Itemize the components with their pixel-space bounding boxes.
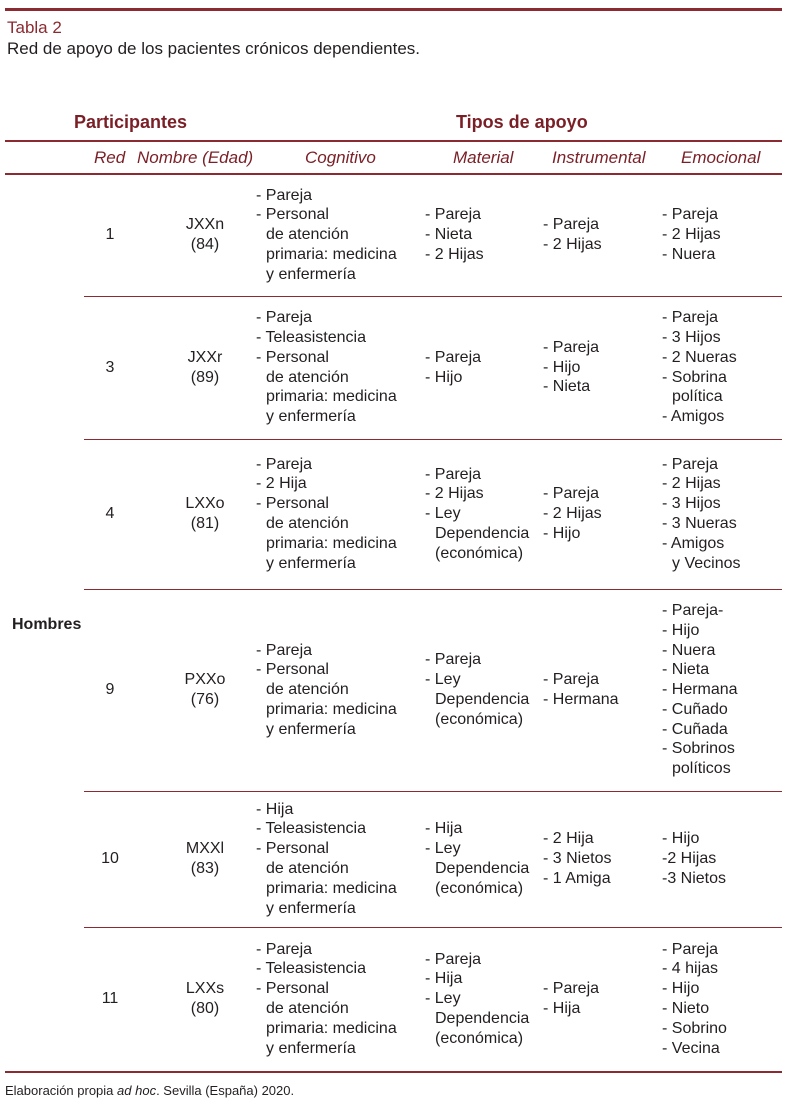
instrumental-list [543, 338, 599, 397]
cognitivo-list [256, 641, 397, 740]
emocional-list [662, 940, 727, 1059]
list-item: - Amigos y Vecinos [662, 534, 741, 572]
participant-age: (81) [190, 515, 220, 532]
list-item: - Personal de atención primaria: medicina y enfermería [256, 980, 397, 1057]
table-row [84, 296, 782, 439]
participant-age: (76) [190, 691, 220, 708]
list-item: - Pareja [425, 206, 482, 224]
participant-name: JXXr [187, 348, 223, 366]
cell-red: 10 [101, 850, 119, 867]
list-item: - Pareja [425, 348, 482, 366]
list-item: - Vecina [662, 1039, 720, 1057]
column-header-red: Red [94, 148, 126, 167]
list-item: - 2 Nueras [662, 348, 737, 366]
list-item: - Pareja [256, 309, 313, 327]
cell-nombre [140, 174, 270, 296]
emocional-list [662, 601, 738, 779]
list-item: - 2 Hija [543, 830, 594, 848]
list-item: - Pareja [543, 216, 600, 234]
material-list [425, 465, 529, 564]
list-item: - Hijo [543, 358, 581, 376]
list-item: - Pareja [543, 671, 600, 689]
list-item: - Pareja [543, 485, 600, 503]
participant-name: LXXs [185, 980, 225, 997]
footnote-suffix: . Sevilla (España) 2020. [156, 1083, 295, 1098]
list-item: - Nuera [662, 641, 716, 659]
list-item: -2 Hijas [662, 850, 717, 868]
participant-age: (84) [190, 236, 220, 253]
cell-red: 9 [105, 681, 115, 698]
list-item: - Sobrinos políticos [662, 740, 735, 778]
list-item: - 2 Hijas [543, 236, 602, 253]
cell-instrumental [543, 174, 663, 296]
cell-nombre [140, 296, 270, 439]
list-item: - Pareja [543, 980, 600, 998]
cell-red: 4 [105, 505, 115, 522]
list-item: - Pareja [425, 651, 482, 669]
list-item: - 2 Hijas [425, 245, 484, 263]
list-item: - Sobrino [662, 1019, 727, 1037]
material-list [425, 348, 481, 388]
cell-cognitivo [256, 439, 426, 589]
list-item: - Hermana [543, 691, 619, 708]
cell-nombre [140, 589, 270, 791]
list-item: - Pareja [662, 206, 719, 224]
column-header-material: Material [453, 148, 514, 167]
cell-red: 3 [105, 358, 115, 376]
list-item: - Pareja [256, 940, 313, 958]
participant-age: (80) [190, 1000, 220, 1017]
list-item: - Hija [256, 800, 294, 818]
cell-emocional [662, 296, 782, 439]
list-item: - 1 Amiga [543, 869, 611, 887]
cell-material [425, 439, 545, 589]
list-item: - Nieta [425, 226, 473, 244]
cell-emocional [662, 439, 782, 589]
list-item: - Pareja [662, 455, 719, 473]
cell-emocional [662, 927, 782, 1071]
group-header-support-types: Tipos de apoyo [456, 112, 588, 132]
list-item: - 2 Hijas [662, 475, 721, 493]
list-item: - Pareja [662, 309, 719, 327]
cell-cognitivo [256, 589, 426, 791]
table-row [84, 791, 782, 927]
column-header-cognitivo: Cognitivo [305, 148, 376, 167]
participant-name: JXXn [185, 216, 225, 233]
list-item: - Personal de atención primaria: medicina y enfermería [256, 495, 397, 572]
cell-instrumental [543, 439, 663, 589]
cell-emocional [662, 174, 782, 296]
instrumental-list [543, 829, 611, 888]
cell-cognitivo [256, 791, 426, 927]
list-item: - Ley Dependencia (económica) [425, 671, 530, 728]
list-item: - Hija [543, 1000, 581, 1017]
list-item: - 2 Hijas [543, 505, 602, 523]
cognitivo-list [256, 308, 397, 427]
bottom-rule [5, 1071, 782, 1073]
participant-age: (83) [190, 860, 220, 877]
participant-name: MXXl [185, 840, 225, 857]
cell-material [425, 296, 545, 439]
cell-instrumental [543, 296, 663, 439]
participant-name: LXXo [185, 495, 225, 512]
emocional-list [662, 455, 740, 574]
cell-emocional [662, 791, 782, 927]
instrumental-list [543, 670, 619, 710]
instrumental-list [543, 215, 602, 255]
list-item: - Cuñada [662, 720, 728, 738]
list-item: - Hijo [662, 621, 700, 639]
material-list [425, 819, 529, 898]
cell-material [425, 174, 545, 296]
header-rule [5, 140, 782, 142]
list-item: - Nieta [543, 378, 591, 396]
list-item: - Ley Dependencia (económica) [425, 840, 530, 897]
emocional-list [662, 308, 737, 427]
list-item: - Ley Dependencia (económica) [425, 505, 530, 562]
column-header-nombre: Nombre (Edad) [137, 148, 254, 167]
list-item: - Sobrina política [662, 368, 727, 406]
table-row [84, 927, 782, 1071]
cell-cognitivo [256, 174, 426, 296]
list-item: - Pareja [425, 950, 482, 968]
list-item: - Pareja [662, 940, 719, 958]
cognitivo-list [256, 800, 397, 919]
list-item: - Personal de atención primaria: medicina y enfermería [256, 206, 397, 283]
list-item: - Hijo [425, 368, 463, 386]
participant-name: PXXo [184, 671, 226, 688]
list-item: - Amigos [662, 408, 725, 426]
footnote-italic: ad hoc [117, 1083, 157, 1098]
list-item: - 4 hijas [662, 960, 719, 978]
list-item: - Cuñado [662, 700, 728, 718]
list-item: - Hijo [543, 524, 581, 542]
column-header-instrumental: Instrumental [552, 148, 646, 167]
cognitivo-list [256, 186, 397, 285]
participant-age: (89) [190, 368, 220, 386]
list-item: - Teleasistencia [256, 328, 366, 346]
cell-nombre [140, 927, 270, 1071]
list-item: - Personal de atención primaria: medicina y enfermería [256, 840, 397, 917]
list-item: - Pareja [543, 338, 600, 356]
list-item: - Pareja [256, 641, 313, 659]
list-item: - Personal de atención primaria: medicina y enfermería [256, 661, 397, 738]
group-header-participants: Participantes [74, 112, 188, 132]
list-item: - Hija [425, 970, 463, 988]
row-group-label: Hombres [12, 616, 82, 633]
table-row [84, 174, 782, 296]
list-item: - Hija [425, 820, 463, 838]
list-item: - Ley Dependencia (económica) [425, 990, 530, 1047]
list-item: - 3 Nueras [662, 515, 737, 532]
list-item: - 3 Nietos [543, 850, 612, 868]
list-item: - Nuera [662, 245, 716, 263]
material-list [425, 205, 484, 264]
cell-instrumental [543, 589, 663, 791]
list-item: - Hijo [662, 830, 700, 848]
cell-cognitivo [256, 296, 426, 439]
cognitivo-list [256, 455, 397, 574]
list-item: -3 Nietos [662, 869, 727, 887]
list-item: - Pareja [256, 186, 313, 204]
cell-instrumental [543, 927, 663, 1071]
footnote-prefix: Elaboración propia [5, 1083, 118, 1098]
material-list [425, 950, 529, 1049]
list-item: - 3 Hijos [662, 328, 721, 346]
cell-cognitivo [256, 927, 426, 1071]
list-item: - Hijo [662, 980, 700, 998]
column-header-emocional: Emocional [681, 148, 761, 167]
cell-material [425, 927, 545, 1071]
table-number: Tabla 2 [7, 18, 62, 37]
list-item: - Pareja [256, 455, 313, 473]
top-rule [5, 8, 782, 11]
table-row [84, 589, 782, 791]
list-item: - Pareja- [662, 601, 724, 619]
list-item: - Personal de atención primaria: medicina y enfermería [256, 348, 397, 426]
cell-red: 11 [101, 990, 119, 1007]
cell-red: 1 [105, 226, 115, 243]
cell-material [425, 589, 545, 791]
list-item: - Teleasistencia [256, 820, 366, 838]
list-item: - 2 Hija [256, 475, 307, 493]
list-item: - Teleasistencia [256, 960, 366, 978]
list-item: - Pareja [425, 465, 482, 483]
list-item: - 2 Hijas [662, 226, 721, 244]
instrumental-list [543, 484, 602, 543]
emocional-list [662, 205, 721, 264]
list-item: - Nieto [662, 1000, 710, 1017]
list-item: - Nieta [662, 661, 710, 679]
cognitivo-list [256, 940, 397, 1059]
cell-material [425, 791, 545, 927]
cell-nombre [140, 791, 270, 927]
material-list [425, 650, 529, 729]
table-row [84, 439, 782, 589]
footnote [5, 1083, 294, 1098]
cell-instrumental [543, 791, 663, 927]
table-title: Red de apoyo de los pacientes crónicos dependientes. [7, 39, 421, 58]
instrumental-list [543, 979, 599, 1019]
emocional-list [662, 829, 726, 888]
cell-emocional [662, 589, 782, 791]
cell-nombre [140, 439, 270, 589]
list-item: - 3 Hijos [662, 495, 721, 513]
list-item: - Hermana [662, 681, 738, 699]
list-item: - 2 Hijas [425, 485, 484, 503]
